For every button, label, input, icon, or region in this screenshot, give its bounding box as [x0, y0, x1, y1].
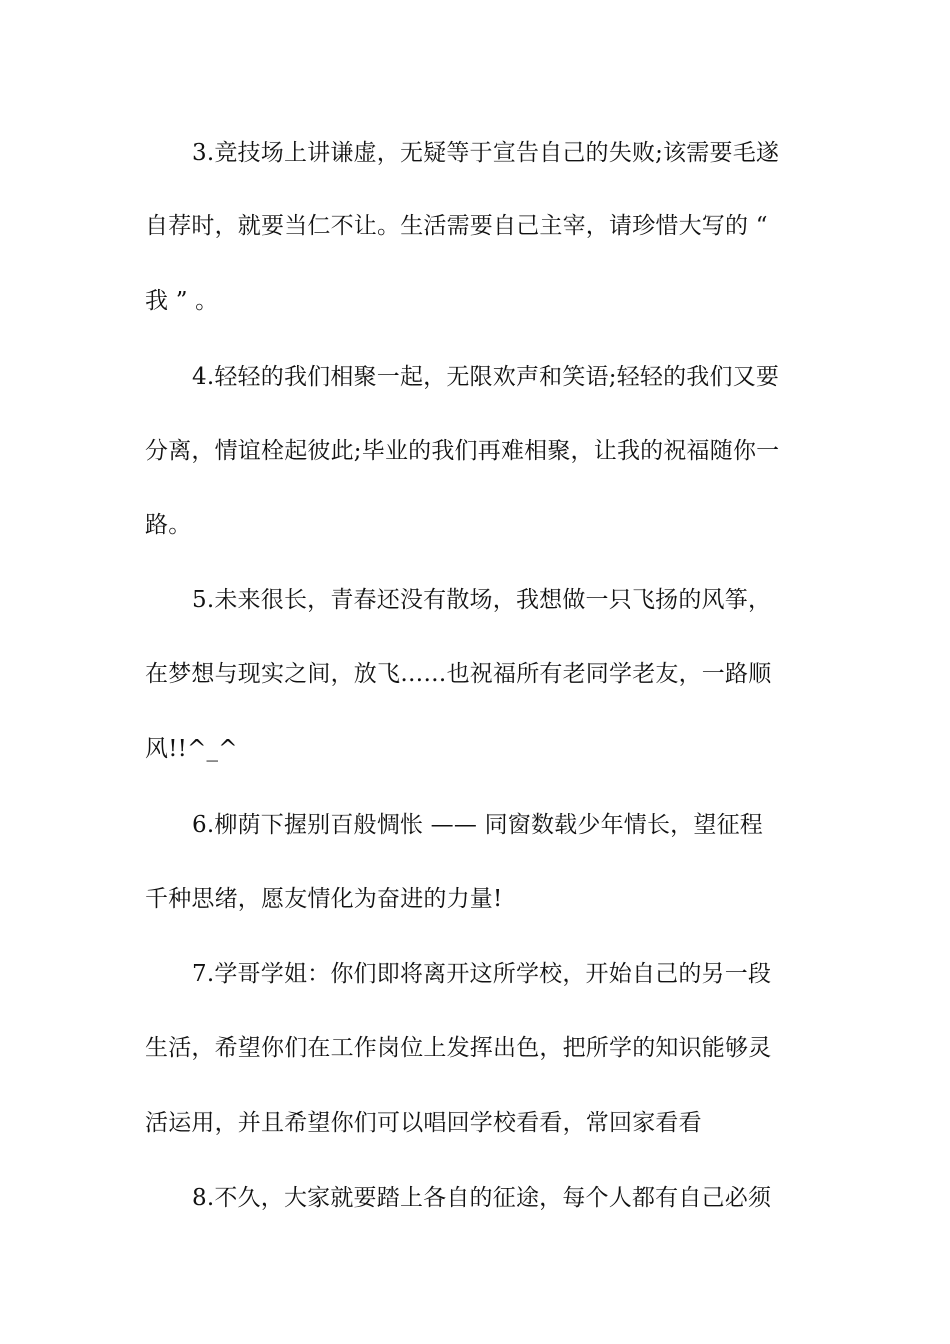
paragraph-5-line-3: 风!!^_^	[145, 736, 238, 762]
paragraph-7-line-1: 7.学哥学姐：你们即将离开这所学校，开始自己的另一段	[192, 961, 772, 987]
paragraph-5-line-2: 在梦想与现实之间，放飞……也祝福所有老同学老友，一路顺	[145, 661, 772, 687]
paragraph-6-line-1: 6.柳荫下握别百般惆怅 —— 同窗数载少年情长，望征程	[192, 812, 763, 838]
paragraph-7-line-2: 生活，希望你们在工作岗位上发挥出色，把所学的知识能够灵	[145, 1035, 772, 1061]
paragraph-3-line-3: 我 ” 。	[145, 288, 219, 314]
paragraph-6-line-2: 千种思绪，愿友情化为奋进的力量!	[145, 886, 503, 912]
paragraph-4-line-2: 分离，情谊栓起彼此;毕业的我们再难相聚，让我的祝福随你一	[145, 438, 780, 464]
paragraph-8-line-1: 8.不久，大家就要踏上各自的征途，每个人都有自己必须	[192, 1185, 772, 1211]
paragraph-7-line-3: 活运用，并且希望你们可以唱回学校看看，常回家看看	[145, 1110, 702, 1136]
paragraph-3-line-1: 3.竞技场上讲谦虚，无疑等于宣告自己的失败;该需要毛遂	[192, 140, 780, 166]
paragraph-3-line-2: 自荐时，就要当仁不让。生活需要自己主宰，请珍惜大写的 “	[145, 213, 768, 239]
paragraph-5-line-1: 5.未来很长，青春还没有散场，我想做一只飞扬的风筝，	[192, 587, 772, 613]
paragraph-4-line-1: 4.轻轻的我们相聚一起，无限欢声和笑语;轻轻的我们又要	[192, 364, 780, 390]
paragraph-4-line-3: 路。	[145, 512, 192, 538]
